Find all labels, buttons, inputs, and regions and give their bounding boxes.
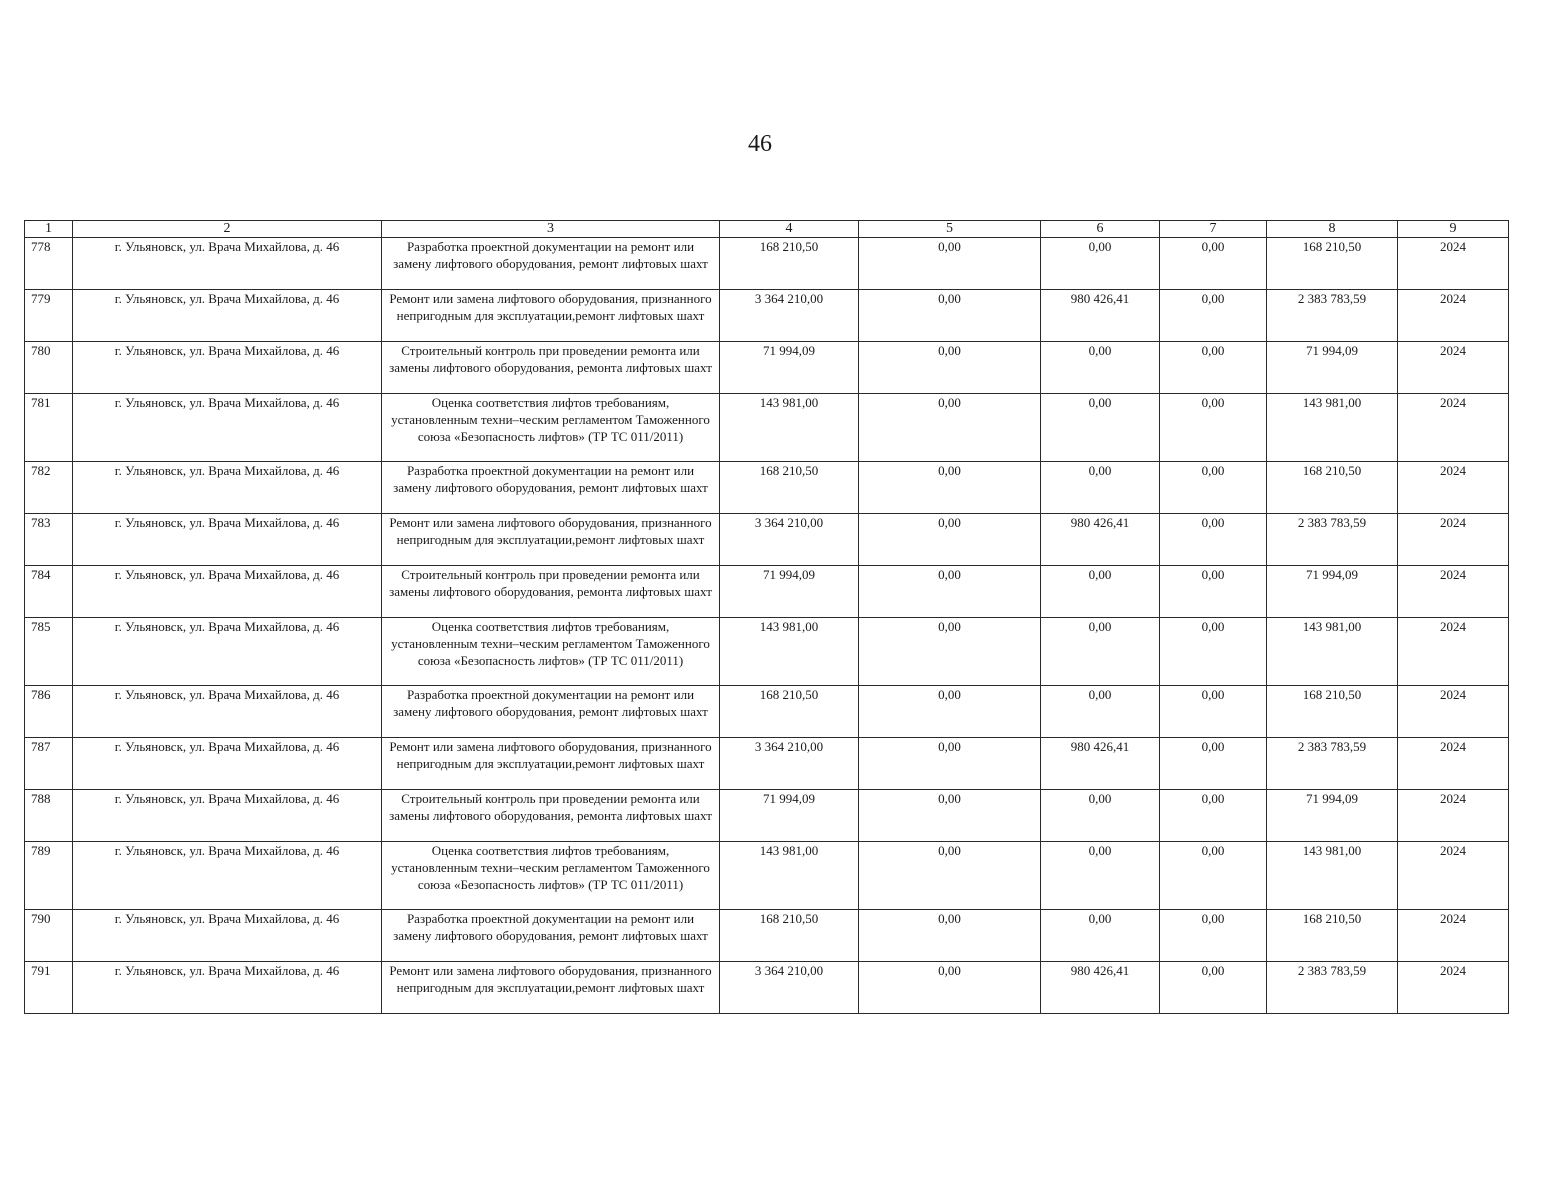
remaining-amount-cell: 168 210,50 bbox=[1267, 910, 1398, 962]
table-row bbox=[25, 566, 1509, 618]
work-type-cell: Разработка проектной документации на ремонт или замену лифтового оборудования, ремонт лифтовых шахт bbox=[382, 238, 720, 290]
year-cell: 2024 bbox=[1398, 686, 1509, 738]
owner-funds-cell: 0,00 bbox=[1041, 462, 1160, 514]
remaining-amount-cell: 71 994,09 bbox=[1267, 342, 1398, 394]
total-cost-cell: 3 364 210,00 bbox=[720, 290, 859, 342]
row-number-cell: 787 bbox=[25, 738, 73, 790]
remaining-amount-cell: 143 981,00 bbox=[1267, 618, 1398, 686]
fund-amount-cell: 0,00 bbox=[859, 842, 1041, 910]
year-cell: 2024 bbox=[1398, 842, 1509, 910]
year-cell: 2024 bbox=[1398, 566, 1509, 618]
total-cost-cell: 3 364 210,00 bbox=[720, 738, 859, 790]
owner-funds-cell: 0,00 bbox=[1041, 910, 1160, 962]
row-number-cell: 781 bbox=[25, 394, 73, 462]
other-funds-cell: 0,00 bbox=[1160, 514, 1267, 566]
table-header-row bbox=[25, 221, 1509, 238]
owner-funds-cell: 980 426,41 bbox=[1041, 290, 1160, 342]
work-type-cell: Оценка соответствия лифтов требованиям, установленным техни–ческим регламентом Таможенного союза «Безопасность лифтов» (ТР ТС 011/2011) bbox=[382, 618, 720, 686]
year-cell: 2024 bbox=[1398, 962, 1509, 1014]
table-row bbox=[25, 462, 1509, 514]
remaining-amount-cell: 2 383 783,59 bbox=[1267, 738, 1398, 790]
total-cost-cell: 71 994,09 bbox=[720, 566, 859, 618]
row-number-cell: 786 bbox=[25, 686, 73, 738]
table-row bbox=[25, 394, 1509, 462]
remaining-amount-cell: 2 383 783,59 bbox=[1267, 962, 1398, 1014]
year-cell: 2024 bbox=[1398, 738, 1509, 790]
table-row bbox=[25, 290, 1509, 342]
fund-amount-cell: 0,00 bbox=[859, 566, 1041, 618]
table-row bbox=[25, 790, 1509, 842]
address-cell: г. Ульяновск, ул. Врача Михайлова, д. 46 bbox=[73, 514, 382, 566]
year-cell: 2024 bbox=[1398, 618, 1509, 686]
table-row bbox=[25, 686, 1509, 738]
owner-funds-cell: 0,00 bbox=[1041, 790, 1160, 842]
work-type-cell: Разработка проектной документации на ремонт или замену лифтового оборудования, ремонт лифтовых шахт bbox=[382, 910, 720, 962]
total-cost-cell: 168 210,50 bbox=[720, 462, 859, 514]
address-cell: г. Ульяновск, ул. Врача Михайлова, д. 46 bbox=[73, 738, 382, 790]
address-cell: г. Ульяновск, ул. Врача Михайлова, д. 46 bbox=[73, 342, 382, 394]
fund-amount-cell: 0,00 bbox=[859, 686, 1041, 738]
year-cell: 2024 bbox=[1398, 514, 1509, 566]
column-header: 4 bbox=[720, 221, 859, 238]
capital-repair-table bbox=[24, 220, 1509, 1014]
other-funds-cell: 0,00 bbox=[1160, 462, 1267, 514]
remaining-amount-cell: 2 383 783,59 bbox=[1267, 514, 1398, 566]
owner-funds-cell: 0,00 bbox=[1041, 618, 1160, 686]
remaining-amount-cell: 71 994,09 bbox=[1267, 790, 1398, 842]
table-row bbox=[25, 342, 1509, 394]
other-funds-cell: 0,00 bbox=[1160, 910, 1267, 962]
other-funds-cell: 0,00 bbox=[1160, 290, 1267, 342]
table-row bbox=[25, 618, 1509, 686]
work-type-cell: Разработка проектной документации на ремонт или замену лифтового оборудования, ремонт лифтовых шахт bbox=[382, 462, 720, 514]
work-type-cell: Строительный контроль при проведении ремонта или замены лифтового оборудования, ремонта лифтовых шахт bbox=[382, 342, 720, 394]
total-cost-cell: 71 994,09 bbox=[720, 342, 859, 394]
work-type-cell: Ремонт или замена лифтового оборудования, признанного непригодным для эксплуатации,ремонт лифтовых шахт bbox=[382, 962, 720, 1014]
address-cell: г. Ульяновск, ул. Врача Михайлова, д. 46 bbox=[73, 462, 382, 514]
total-cost-cell: 168 210,50 bbox=[720, 910, 859, 962]
other-funds-cell: 0,00 bbox=[1160, 686, 1267, 738]
row-number-cell: 790 bbox=[25, 910, 73, 962]
row-number-cell: 780 bbox=[25, 342, 73, 394]
table-row bbox=[25, 962, 1509, 1014]
column-header: 6 bbox=[1041, 221, 1160, 238]
address-cell: г. Ульяновск, ул. Врача Михайлова, д. 46 bbox=[73, 618, 382, 686]
row-number-cell: 783 bbox=[25, 514, 73, 566]
year-cell: 2024 bbox=[1398, 238, 1509, 290]
table-body bbox=[25, 238, 1509, 1014]
other-funds-cell: 0,00 bbox=[1160, 790, 1267, 842]
owner-funds-cell: 980 426,41 bbox=[1041, 962, 1160, 1014]
remaining-amount-cell: 2 383 783,59 bbox=[1267, 290, 1398, 342]
address-cell: г. Ульяновск, ул. Врача Михайлова, д. 46 bbox=[73, 790, 382, 842]
column-header: 9 bbox=[1398, 221, 1509, 238]
fund-amount-cell: 0,00 bbox=[859, 962, 1041, 1014]
total-cost-cell: 71 994,09 bbox=[720, 790, 859, 842]
other-funds-cell: 0,00 bbox=[1160, 962, 1267, 1014]
column-header: 7 bbox=[1160, 221, 1267, 238]
owner-funds-cell: 0,00 bbox=[1041, 566, 1160, 618]
year-cell: 2024 bbox=[1398, 462, 1509, 514]
column-header: 1 bbox=[25, 221, 73, 238]
owner-funds-cell: 0,00 bbox=[1041, 394, 1160, 462]
owner-funds-cell: 0,00 bbox=[1041, 342, 1160, 394]
work-type-cell: Строительный контроль при проведении ремонта или замены лифтового оборудования, ремонта лифтовых шахт bbox=[382, 790, 720, 842]
total-cost-cell: 143 981,00 bbox=[720, 394, 859, 462]
row-number-cell: 784 bbox=[25, 566, 73, 618]
fund-amount-cell: 0,00 bbox=[859, 290, 1041, 342]
owner-funds-cell: 980 426,41 bbox=[1041, 514, 1160, 566]
work-type-cell: Разработка проектной документации на ремонт или замену лифтового оборудования, ремонт лифтовых шахт bbox=[382, 686, 720, 738]
address-cell: г. Ульяновск, ул. Врача Михайлова, д. 46 bbox=[73, 686, 382, 738]
fund-amount-cell: 0,00 bbox=[859, 238, 1041, 290]
row-number-cell: 782 bbox=[25, 462, 73, 514]
total-cost-cell: 143 981,00 bbox=[720, 618, 859, 686]
remaining-amount-cell: 168 210,50 bbox=[1267, 462, 1398, 514]
total-cost-cell: 143 981,00 bbox=[720, 842, 859, 910]
work-type-cell: Ремонт или замена лифтового оборудования, признанного непригодным для эксплуатации,ремонт лифтовых шахт bbox=[382, 514, 720, 566]
remaining-amount-cell: 168 210,50 bbox=[1267, 238, 1398, 290]
work-type-cell: Оценка соответствия лифтов требованиям, установленным техни–ческим регламентом Таможенного союза «Безопасность лифтов» (ТР ТС 011/2011) bbox=[382, 394, 720, 462]
work-type-cell: Оценка соответствия лифтов требованиям, установленным техни–ческим регламентом Таможенного союза «Безопасность лифтов» (ТР ТС 011/2011) bbox=[382, 842, 720, 910]
other-funds-cell: 0,00 bbox=[1160, 738, 1267, 790]
year-cell: 2024 bbox=[1398, 342, 1509, 394]
remaining-amount-cell: 143 981,00 bbox=[1267, 842, 1398, 910]
address-cell: г. Ульяновск, ул. Врача Михайлова, д. 46 bbox=[73, 842, 382, 910]
column-header: 3 bbox=[382, 221, 720, 238]
work-type-cell: Строительный контроль при проведении ремонта или замены лифтового оборудования, ремонта лифтовых шахт bbox=[382, 566, 720, 618]
other-funds-cell: 0,00 bbox=[1160, 618, 1267, 686]
year-cell: 2024 bbox=[1398, 790, 1509, 842]
row-number-cell: 779 bbox=[25, 290, 73, 342]
row-number-cell: 789 bbox=[25, 842, 73, 910]
address-cell: г. Ульяновск, ул. Врача Михайлова, д. 46 bbox=[73, 290, 382, 342]
other-funds-cell: 0,00 bbox=[1160, 394, 1267, 462]
other-funds-cell: 0,00 bbox=[1160, 566, 1267, 618]
remaining-amount-cell: 71 994,09 bbox=[1267, 566, 1398, 618]
owner-funds-cell: 0,00 bbox=[1041, 238, 1160, 290]
row-number-cell: 785 bbox=[25, 618, 73, 686]
fund-amount-cell: 0,00 bbox=[859, 738, 1041, 790]
owner-funds-cell: 0,00 bbox=[1041, 686, 1160, 738]
table-row bbox=[25, 238, 1509, 290]
total-cost-cell: 168 210,50 bbox=[720, 238, 859, 290]
work-type-cell: Ремонт или замена лифтового оборудования, признанного непригодным для эксплуатации,ремонт лифтовых шахт bbox=[382, 738, 720, 790]
other-funds-cell: 0,00 bbox=[1160, 238, 1267, 290]
address-cell: г. Ульяновск, ул. Врача Михайлова, д. 46 bbox=[73, 910, 382, 962]
row-number-cell: 778 bbox=[25, 238, 73, 290]
remaining-amount-cell: 168 210,50 bbox=[1267, 686, 1398, 738]
column-header: 5 bbox=[859, 221, 1041, 238]
fund-amount-cell: 0,00 bbox=[859, 790, 1041, 842]
address-cell: г. Ульяновск, ул. Врача Михайлова, д. 46 bbox=[73, 566, 382, 618]
row-number-cell: 788 bbox=[25, 790, 73, 842]
fund-amount-cell: 0,00 bbox=[859, 462, 1041, 514]
fund-amount-cell: 0,00 bbox=[859, 342, 1041, 394]
table-row bbox=[25, 910, 1509, 962]
fund-amount-cell: 0,00 bbox=[859, 910, 1041, 962]
column-header: 8 bbox=[1267, 221, 1398, 238]
page-number: 46 bbox=[748, 131, 772, 157]
table-row bbox=[25, 514, 1509, 566]
other-funds-cell: 0,00 bbox=[1160, 842, 1267, 910]
owner-funds-cell: 980 426,41 bbox=[1041, 738, 1160, 790]
address-cell: г. Ульяновск, ул. Врача Михайлова, д. 46 bbox=[73, 962, 382, 1014]
year-cell: 2024 bbox=[1398, 910, 1509, 962]
remaining-amount-cell: 143 981,00 bbox=[1267, 394, 1398, 462]
fund-amount-cell: 0,00 bbox=[859, 618, 1041, 686]
table-row bbox=[25, 738, 1509, 790]
column-header: 2 bbox=[73, 221, 382, 238]
year-cell: 2024 bbox=[1398, 394, 1509, 462]
address-cell: г. Ульяновск, ул. Врача Михайлова, д. 46 bbox=[73, 394, 382, 462]
total-cost-cell: 168 210,50 bbox=[720, 686, 859, 738]
address-cell: г. Ульяновск, ул. Врача Михайлова, д. 46 bbox=[73, 238, 382, 290]
total-cost-cell: 3 364 210,00 bbox=[720, 514, 859, 566]
table-row bbox=[25, 842, 1509, 910]
fund-amount-cell: 0,00 bbox=[859, 394, 1041, 462]
work-type-cell: Ремонт или замена лифтового оборудования, признанного непригодным для эксплуатации,ремонт лифтовых шахт bbox=[382, 290, 720, 342]
total-cost-cell: 3 364 210,00 bbox=[720, 962, 859, 1014]
other-funds-cell: 0,00 bbox=[1160, 342, 1267, 394]
row-number-cell: 791 bbox=[25, 962, 73, 1014]
owner-funds-cell: 0,00 bbox=[1041, 842, 1160, 910]
fund-amount-cell: 0,00 bbox=[859, 514, 1041, 566]
year-cell: 2024 bbox=[1398, 290, 1509, 342]
